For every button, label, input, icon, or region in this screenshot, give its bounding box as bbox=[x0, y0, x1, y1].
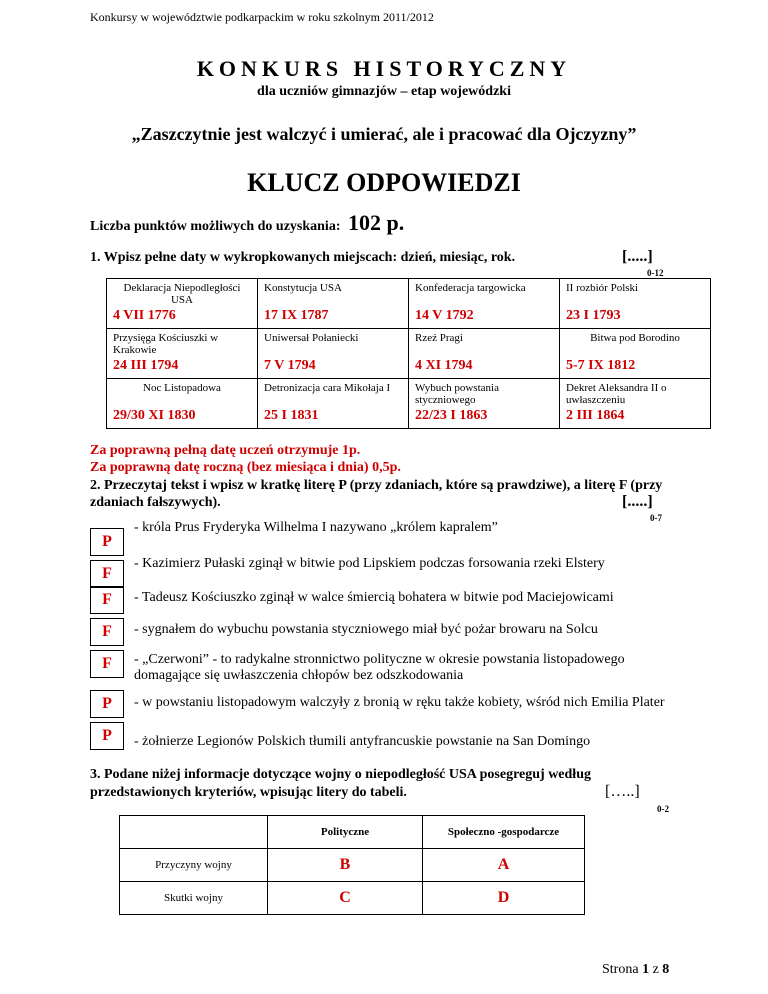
date-answer: 29/30 XI 1830 bbox=[113, 408, 196, 423]
table-row bbox=[107, 279, 711, 329]
date-cell bbox=[409, 329, 560, 379]
footer-page: 1 bbox=[642, 962, 650, 977]
motto: „Zaszczytnie jest walczyć i umierać, ale i pracować dla Ojczyzny” bbox=[131, 124, 637, 144]
date-cell bbox=[258, 279, 409, 329]
statement: - żołnierze Legionów Polskich tłumili antyfrancuskie powstanie na San Domingo bbox=[134, 734, 591, 749]
table-row bbox=[107, 379, 711, 429]
q2-score-range: 0-7 bbox=[650, 513, 662, 523]
dates-table bbox=[106, 278, 711, 429]
event-label: Konfederacja targowicka bbox=[415, 282, 526, 294]
header-empty bbox=[120, 816, 268, 849]
event-label: Rzeź Pragi bbox=[415, 332, 463, 344]
event-label: Wybuch powstania styczniowego bbox=[415, 382, 499, 406]
col-political: Polityczne bbox=[268, 816, 423, 849]
event-label: Przysięga Kościuszki w Krakowie bbox=[113, 332, 219, 356]
table-row bbox=[120, 849, 585, 882]
date-answer: 14 V 1792 bbox=[415, 308, 474, 323]
date-cell bbox=[409, 379, 560, 429]
answer-letter: D bbox=[423, 882, 585, 915]
date-cell bbox=[560, 329, 711, 379]
answer-box: F bbox=[90, 650, 124, 678]
date-cell bbox=[258, 379, 409, 429]
date-answer: 2 III 1864 bbox=[566, 408, 625, 423]
date-answer: 22/23 I 1863 bbox=[415, 408, 488, 423]
statement: - sygnałem do wybuchu powstania styczniowego miał być pożar browaru na Solcu bbox=[134, 622, 598, 637]
q1-score-range: 0-12 bbox=[647, 268, 664, 278]
footer-total: 8 bbox=[662, 962, 670, 977]
answer-box: F bbox=[90, 586, 124, 614]
statement: - „Czerwoni” - to radykalne stronnictwo polityczne w okresie powstania listopadowego domagające się uwłaszczenia chłopów bez odszkodowania bbox=[134, 652, 625, 683]
date-answer: 25 I 1831 bbox=[264, 408, 319, 423]
answer-key-title: KLUCZ ODPOWIEDZI bbox=[247, 168, 521, 197]
q2-score-bracket: [.....] bbox=[622, 493, 653, 510]
q1-score-bracket: [.....] bbox=[622, 248, 653, 265]
statement: - Kazimierz Pułaski zginął w bitwie pod Lipskiem podczas forsowania rzeki Elstery bbox=[134, 556, 605, 571]
event-label: Noc Listopadowa bbox=[143, 382, 221, 394]
table-row bbox=[107, 329, 711, 379]
date-cell bbox=[107, 329, 258, 379]
date-cell bbox=[107, 279, 258, 329]
col-social-economic: Społeczno -gospodarcze bbox=[423, 816, 585, 849]
table-row bbox=[120, 816, 585, 849]
answer-box: P bbox=[90, 528, 124, 556]
date-answer: 7 V 1794 bbox=[264, 358, 316, 373]
war-table bbox=[119, 815, 585, 915]
date-cell bbox=[560, 379, 711, 429]
date-answer: 5-7 IX 1812 bbox=[566, 358, 636, 373]
date-cell bbox=[560, 279, 711, 329]
contest-title: KONKURS HISTORYCZNY bbox=[196, 56, 572, 81]
table-row bbox=[120, 882, 585, 915]
date-cell bbox=[107, 379, 258, 429]
page-header: Konkursy w województwie podkarpackim w roku szkolnym 2011/2012 bbox=[90, 10, 434, 24]
answer-box: P bbox=[90, 690, 124, 718]
date-answer: 24 III 1794 bbox=[113, 358, 179, 373]
footer-sep: z bbox=[652, 962, 659, 977]
event-label: Detronizacja cara Mikołaja I bbox=[264, 382, 391, 394]
page-footer bbox=[602, 962, 669, 978]
answer-letter: C bbox=[268, 882, 423, 915]
statement: - króla Prus Fryderyka Wilhelma I nazywano „królem kapralem” bbox=[134, 520, 498, 535]
max-points bbox=[90, 210, 404, 236]
q3-score-range: 0-2 bbox=[657, 804, 669, 814]
max-points-value: 102 p. bbox=[347, 210, 405, 235]
event-label: Deklaracja Niepodległości USA bbox=[123, 282, 241, 306]
max-points-label: Liczba punktów możliwych do uzyskania: bbox=[90, 219, 341, 234]
statement: - w powstaniu listopadowym walczyły z bronią w ręku także kobiety, wśród nich Emilia Plater bbox=[134, 695, 665, 710]
date-cell bbox=[258, 329, 409, 379]
row-label: Skutki wojny bbox=[120, 882, 268, 915]
question-2: 2. Przeczytaj tekst i wpisz w kratkę literę P (przy zdaniach, które są prawdziwe), a literę F (przy zdaniach fałszywych). bbox=[90, 478, 663, 510]
answer-box: F bbox=[90, 618, 124, 646]
answer-letter: A bbox=[423, 849, 585, 882]
question-3: 3. Podane niżej informacje dotyczące wojny o niepodległość USA posegreguj według przedstawionych kryteriów, wpisując litery do tabeli. bbox=[90, 767, 591, 800]
question-1: 1. Wpisz pełne daty w wykropkowanych miejscach: dzień, miesiąc, rok. bbox=[90, 250, 516, 265]
footer-prefix: Strona bbox=[602, 962, 639, 977]
statement: - Tadeusz Kościuszko zginął w walce śmiercią bohatera w bitwie pod Maciejowicami bbox=[134, 590, 614, 605]
answer-letter: B bbox=[268, 849, 423, 882]
date-answer: 4 XI 1794 bbox=[415, 358, 473, 373]
scoring-note-full: Za poprawną pełną datę uczeń otrzymuje 1p. bbox=[90, 443, 361, 458]
event-label: Dekret Aleksandra II o uwłaszczeniu bbox=[566, 382, 667, 406]
date-answer: 17 IX 1787 bbox=[264, 308, 329, 323]
date-cell bbox=[409, 279, 560, 329]
event-label: Konstytucja USA bbox=[264, 282, 342, 294]
event-label: II rozbiór Polski bbox=[566, 282, 639, 294]
row-label: Przyczyny wojny bbox=[120, 849, 268, 882]
event-label: Bitwa pod Borodino bbox=[590, 332, 680, 344]
event-label: Uniwersał Połaniecki bbox=[264, 332, 359, 344]
date-answer: 4 VII 1776 bbox=[113, 308, 176, 323]
date-answer: 23 I 1793 bbox=[566, 308, 621, 323]
q3-score-bracket: […..] bbox=[605, 783, 640, 800]
contest-subtitle: dla uczniów gimnazjów – etap wojewódzki bbox=[257, 84, 511, 99]
scoring-note-year: Za poprawną datę roczną (bez miesiąca i dnia) 0,5p. bbox=[90, 460, 401, 475]
answer-box: F bbox=[90, 560, 124, 588]
answer-box: P bbox=[90, 722, 124, 750]
